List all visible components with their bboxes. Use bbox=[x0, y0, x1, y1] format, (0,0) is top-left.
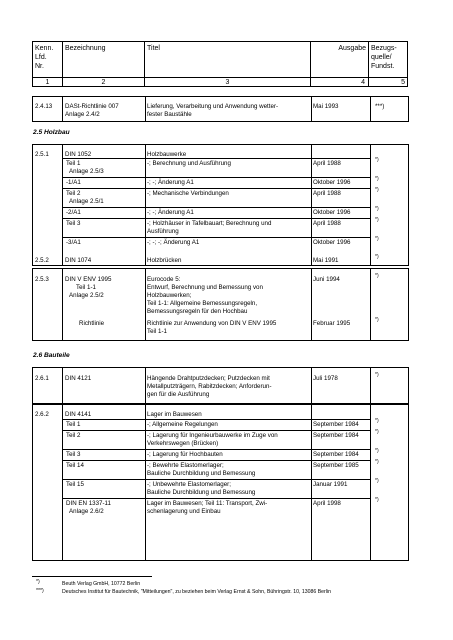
table-vline bbox=[311, 144, 312, 265]
table-vline bbox=[145, 404, 146, 560]
header-titel: Titel bbox=[145, 42, 311, 77]
table-vline bbox=[408, 144, 409, 265]
row-bez: DIN V ENV 1995 bbox=[65, 276, 112, 283]
row-bez: -1/A1 bbox=[66, 179, 81, 186]
row-titel: fester Baustähle bbox=[147, 111, 192, 118]
row-titel: schenlagerung und Einbau bbox=[147, 508, 221, 515]
row-quelle: *) bbox=[375, 497, 379, 503]
footnote-mark: *) bbox=[36, 579, 40, 585]
row-quelle: *) bbox=[375, 448, 379, 454]
table-vline bbox=[32, 404, 33, 560]
footnote-text: Deutsches Institut für Bautechnik, "Mitteilungen", zu beziehen beim Verlag Ernst & Sohn, Bühringstr. 10, 13086 Berlin bbox=[62, 589, 331, 595]
table-vline bbox=[32, 144, 33, 265]
header-bezeichnung: Bezeichnung bbox=[63, 42, 145, 77]
table-vline bbox=[370, 96, 371, 121]
table-hline bbox=[32, 367, 409, 368]
row-titel: -; Lagerung für Hochbauten bbox=[147, 451, 223, 458]
row-nr: 2.5.1 bbox=[35, 151, 49, 158]
table-vline bbox=[62, 404, 63, 560]
table-vline bbox=[370, 268, 371, 340]
row-ausgabe: September 1984 bbox=[313, 421, 359, 428]
row-bez: Teil 1 bbox=[66, 421, 81, 428]
row-bez: Teil 3 bbox=[66, 220, 81, 227]
row-titel: -; Holzhäuser in Tafelbauart; Berechnung und bbox=[147, 220, 272, 227]
row-ausgabe: Juni 1994 bbox=[313, 276, 340, 283]
table-hline bbox=[32, 96, 409, 97]
header-kenn: Kenn. Lfd. Nr. bbox=[33, 42, 63, 77]
row-bez: Teil 1-1 bbox=[76, 284, 96, 291]
row-titel: Richtlinie zur Anwendung von DIN V ENV 1995 bbox=[147, 320, 277, 327]
footnote-text: Beuth Verlag GmbH, 10772 Berlin bbox=[62, 581, 141, 587]
subrow-divider bbox=[62, 419, 370, 420]
subrow-divider bbox=[62, 430, 370, 431]
table-vline bbox=[311, 404, 312, 560]
row-ausgabe: September 1984 bbox=[313, 451, 359, 458]
row-quelle: *) bbox=[375, 459, 379, 465]
row-bez: Teil 15 bbox=[66, 481, 84, 488]
table-vline bbox=[370, 404, 371, 560]
row-titel: Bauliche Durchbildung und Bemessung bbox=[147, 470, 256, 477]
row-titel: -; Mechanische Verbindungen bbox=[147, 190, 229, 197]
table-header bbox=[32, 41, 408, 87]
row-bez: Anlage 2.5/1 bbox=[69, 198, 104, 205]
row-titel: Teil 1-1 bbox=[147, 328, 167, 335]
row-ausgabe: Februar 1995 bbox=[313, 320, 351, 327]
row-titel: Verkehrswegen (Brücken) bbox=[147, 440, 219, 447]
row-titel: Bemessungsregeln für den Hochbau bbox=[147, 308, 248, 315]
row-bez: DIN 1052 bbox=[65, 151, 92, 158]
row-bez: DIN 4121 bbox=[65, 375, 92, 382]
row-titel: gen für die Ausführung bbox=[147, 391, 210, 398]
row-ausgabe: April 1988 bbox=[313, 220, 341, 227]
row-titel: -; -; -; Änderung A1 bbox=[147, 239, 200, 246]
subrow-divider bbox=[62, 188, 370, 189]
row-nr: 2.6.1 bbox=[35, 375, 49, 382]
row-ausgabe: April 1998 bbox=[313, 500, 341, 507]
row-quelle: *) bbox=[375, 236, 379, 242]
table-vline bbox=[145, 268, 146, 340]
row-ausgabe: September 1985 bbox=[313, 462, 359, 469]
row-titel: Holzbrücken bbox=[147, 257, 182, 264]
row-nr: 2.4.13 bbox=[35, 103, 53, 110]
row-quelle: *) bbox=[375, 254, 379, 260]
row-titel: Eurocode 5: bbox=[147, 276, 181, 283]
row-bez: -3/A1 bbox=[66, 239, 81, 246]
row-bez: Teil 1 bbox=[66, 160, 81, 167]
row-bez: DASt-Richtlinie 007 bbox=[65, 103, 119, 110]
row-titel: -; Berechnung und Ausführung bbox=[147, 160, 231, 167]
row-ausgabe: Oktober 1996 bbox=[313, 239, 351, 246]
row-titel: Hängende Drahtputzdecken; Putzdecken mit bbox=[147, 375, 270, 382]
row-bez: Teil 2 bbox=[66, 432, 81, 439]
row-bez: Anlage 2.6/2 bbox=[69, 508, 104, 515]
row-bez: -2/A1 bbox=[66, 209, 81, 216]
row-bez: DIN 4141 bbox=[65, 411, 92, 418]
row-bez: Anlage 2.4/2 bbox=[65, 111, 100, 118]
row-titel: Entwurf, Berechnung und Bemessung von bbox=[147, 284, 263, 291]
row-titel: -; Bewehrte Elastomerlager; bbox=[147, 462, 224, 469]
row-ausgabe: September 1984 bbox=[313, 432, 359, 439]
row-ausgabe: April 1988 bbox=[313, 160, 341, 167]
row-bez: Teil 2 bbox=[66, 190, 81, 197]
row-titel: Lager im Bauwesen bbox=[147, 411, 202, 418]
row-quelle: *) bbox=[375, 478, 379, 484]
row-nr: 2.5.2 bbox=[35, 257, 49, 264]
subrow-divider bbox=[62, 177, 370, 178]
table-vline bbox=[62, 367, 63, 403]
row-quelle: *) bbox=[375, 157, 379, 163]
row-quelle: *) bbox=[375, 187, 379, 193]
table-hline bbox=[32, 404, 409, 405]
row-ausgabe: Januar 1991 bbox=[313, 481, 348, 488]
table-vline bbox=[62, 268, 63, 340]
subrow-divider bbox=[62, 207, 370, 208]
row-titel: Lieferung, Verarbeitung und Anwendung wetter- bbox=[147, 103, 279, 110]
table-vline bbox=[145, 144, 146, 265]
row-quelle: *) bbox=[375, 273, 379, 279]
row-ausgabe: Oktober 1996 bbox=[313, 209, 351, 216]
row-titel: -; -; Änderung A1 bbox=[147, 209, 194, 216]
subrow-divider bbox=[62, 498, 370, 499]
table-vline bbox=[408, 268, 409, 340]
table-vline bbox=[408, 367, 409, 403]
header-num-2: 2 bbox=[63, 77, 145, 87]
subrow-divider bbox=[62, 237, 370, 238]
row-bez: Richtlinie bbox=[79, 320, 105, 327]
row-bez: Teil 14 bbox=[66, 462, 84, 469]
row-titel: -; Allgemeine Regelungen bbox=[147, 421, 218, 428]
section-holzbau: 2.5 Holzbau bbox=[33, 129, 70, 136]
row-titel: Bauliche Durchbildung und Bemessung bbox=[147, 489, 256, 496]
table-hline bbox=[32, 560, 409, 561]
row-ausgabe: Mai 1993 bbox=[313, 103, 339, 110]
row-titel: -; -; Änderung A1 bbox=[147, 179, 194, 186]
table-vline bbox=[62, 144, 63, 265]
table-vline bbox=[62, 96, 63, 121]
table-vline bbox=[408, 404, 409, 560]
row-ausgabe: Juli 1978 bbox=[313, 375, 338, 382]
row-quelle: *) bbox=[375, 372, 379, 378]
header-num-1: 1 bbox=[33, 77, 63, 87]
table-vline bbox=[32, 268, 33, 340]
row-bez: Teil 3 bbox=[66, 451, 81, 458]
table-hline bbox=[32, 121, 409, 122]
footnote-rule bbox=[32, 576, 152, 577]
row-quelle: *) bbox=[375, 176, 379, 182]
header-num-5: 5 bbox=[369, 77, 408, 87]
table-vline bbox=[311, 96, 312, 121]
table-vline bbox=[311, 268, 312, 340]
row-ausgabe: Mai 1991 bbox=[313, 257, 339, 264]
row-ausgabe: Oktober 1996 bbox=[313, 179, 351, 186]
table-vline bbox=[145, 367, 146, 403]
table-hline bbox=[32, 340, 409, 341]
table-vline bbox=[32, 96, 33, 121]
row-bez: Anlage 2.5/2 bbox=[69, 292, 104, 299]
row-quelle: ***) bbox=[375, 103, 385, 110]
row-titel: Holzbauwerke bbox=[147, 151, 187, 158]
row-nr: 2.6.2 bbox=[35, 411, 49, 418]
row-quelle: *) bbox=[375, 429, 379, 435]
table-vline bbox=[408, 96, 409, 121]
subrow-divider bbox=[62, 449, 370, 450]
subrow-divider bbox=[62, 158, 370, 159]
row-quelle: *) bbox=[375, 317, 379, 323]
subrow-divider bbox=[62, 479, 370, 480]
subrow-divider bbox=[62, 218, 370, 219]
footnote-mark: ***) bbox=[36, 588, 44, 594]
header-num-4: 4 bbox=[311, 77, 369, 87]
row-nr: 2.5.3 bbox=[35, 276, 49, 283]
header-ausgabe: Ausgabe bbox=[311, 42, 369, 77]
row-quelle: *) bbox=[375, 217, 379, 223]
row-quelle: *) bbox=[375, 418, 379, 424]
section-bauteile: 2.6 Bauteile bbox=[33, 352, 70, 359]
row-titel: Ausführung bbox=[147, 228, 179, 235]
table-hline bbox=[32, 265, 409, 266]
row-ausgabe: April 1988 bbox=[313, 190, 341, 197]
row-bez: DIN 1074 bbox=[65, 257, 92, 264]
table-vline bbox=[311, 367, 312, 403]
row-titel: -; Lagerung für Ingenieurbauwerke im Zuge von bbox=[147, 432, 278, 439]
subrow-divider bbox=[62, 460, 370, 461]
row-titel: Metallputzträgern, Rabitzdecken; Anforderun- bbox=[147, 383, 272, 390]
table-vline bbox=[145, 96, 146, 121]
row-bez: DIN EN 1337-11 bbox=[66, 500, 111, 507]
table-vline bbox=[32, 367, 33, 403]
table-hline bbox=[32, 144, 409, 145]
row-titel: Holzbauwerken; bbox=[147, 292, 192, 299]
row-bez: Anlage 2.5/3 bbox=[69, 168, 104, 175]
row-titel: Lager im Bauwesen; Teil 11: Transport, Zwi- bbox=[147, 500, 268, 507]
table-hline bbox=[32, 268, 409, 269]
row-titel: Teil 1-1: Allgemeine Bemessungsregeln, bbox=[147, 300, 258, 307]
table-vline bbox=[370, 367, 371, 403]
row-quelle: *) bbox=[375, 206, 379, 212]
header-num-3: 3 bbox=[145, 77, 311, 87]
row-titel: -; Unbewehrte Elastomerlager; bbox=[147, 481, 231, 488]
header-bezugsquelle: Bezugs- quelle/ Fundst. bbox=[371, 45, 397, 70]
table-vline bbox=[370, 144, 371, 265]
